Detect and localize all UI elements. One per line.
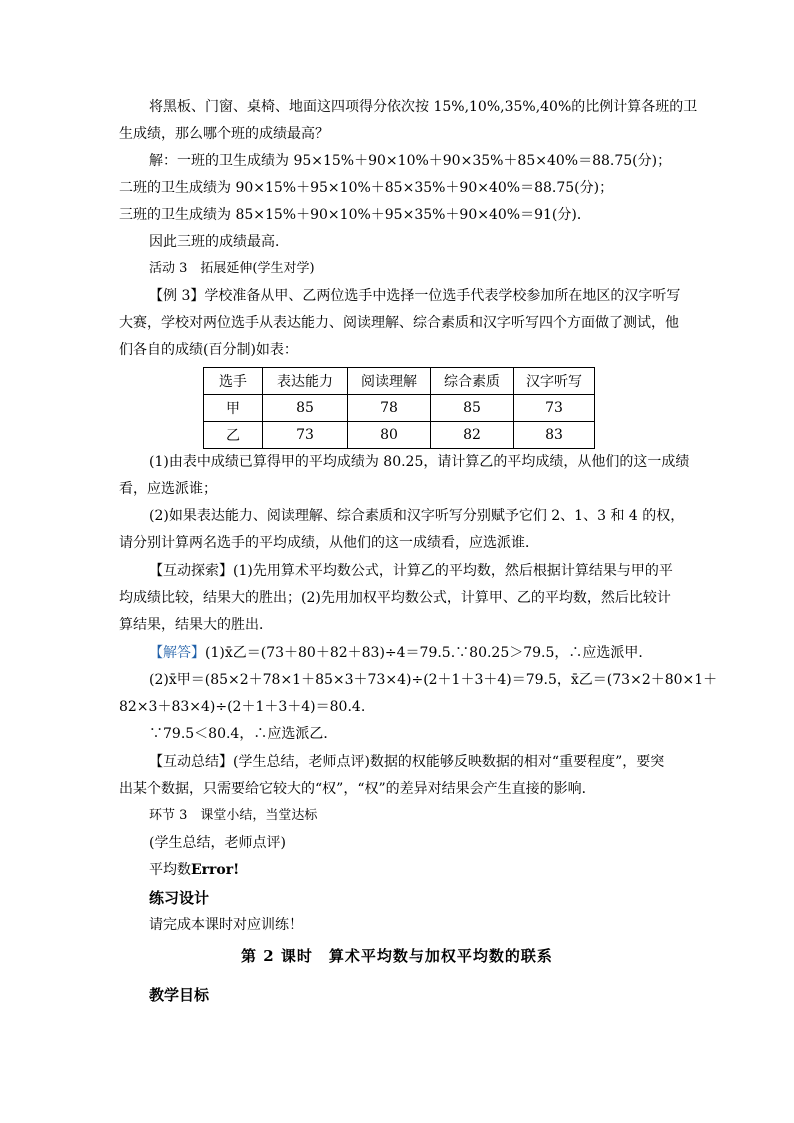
table-cell: 73 xyxy=(514,395,595,422)
table-cell: 82 xyxy=(431,422,514,449)
question-2-line: (2)如果表达能力、阅读理解、综合素质和汉字听写分别赋予它们 2、1、3 和 4 的权， xyxy=(149,508,685,524)
example-text: 学校准备从甲、乙两位选手中选择一位选手代表学校参加所在地区的汉字听写 xyxy=(204,288,681,304)
table-cell: 78 xyxy=(348,395,431,422)
table-header-cell: 综合素质 xyxy=(431,368,514,395)
table-cell: 73 xyxy=(263,422,348,449)
answer-tag: 【解答】 xyxy=(149,645,205,661)
lesson-title: 第 2 课时 算术平均数与加权平均数的联系 xyxy=(241,947,553,965)
activity-heading: 活动 3 拓展延伸(学生对学) xyxy=(149,261,315,276)
paragraph-line: 看，应选派谁； xyxy=(119,481,217,497)
error-text: Error! xyxy=(191,862,240,878)
solution-line-2: 二班的卫生成绩为 90×15%＋95×10%＋85×35%＋90×40%＝88.75(分)； xyxy=(119,180,614,196)
table-cell: 85 xyxy=(431,395,514,422)
table-cell: 80 xyxy=(348,422,431,449)
paragraph-line: 出某个数据，只需要给它较大的“权”，“权”的差异对结果会产生直接的影响． xyxy=(119,781,596,797)
paragraph-line: 将黑板、门窗、桌椅、地面这四项得分依次按 15%,10%,35%,40%的比例计算各班的卫 xyxy=(149,99,698,115)
answer-line-2: (2)x̄甲＝(85×2＋78×1＋85×3＋73×4)÷(2＋1＋3＋4)＝79.5，x̄乙＝(73×2＋80×1＋ xyxy=(149,672,718,688)
answer-text: (1)x̄乙＝(73＋80＋82＋83)÷4＝79.5.∵80.25＞79.5，∴应选派甲． xyxy=(205,645,653,661)
table-header-row xyxy=(204,368,595,395)
paragraph-line: 大赛，学校对两位选手从表达能力、阅读理解、综合素质和汉字听写四个方面做了测试，他 xyxy=(119,315,679,331)
example-tag: 【例 3】 xyxy=(149,288,205,304)
practice-text: 请完成本课时对应训练！ xyxy=(149,917,303,933)
summary-line xyxy=(149,752,664,772)
table-cell: 83 xyxy=(514,422,595,449)
average-prefix: 平均数 xyxy=(149,862,191,878)
explore-tag: 【互动探索】 xyxy=(149,563,233,579)
answer-conclusion: ∵79.5＜80.4，∴应选派乙． xyxy=(149,726,338,742)
solution-line-3: 三班的卫生成绩为 85×15%＋90×10%＋95×35%＋90×40%＝91(分)． xyxy=(119,207,591,223)
explore-text: (1)先用算术平均数公式，计算乙的平均数，然后根据计算结果与甲的平 xyxy=(233,563,673,579)
question-1-line: (1)由表中成绩已算得甲的平均成绩为 80.25，请计算乙的平均成绩，从他们的这一成绩 xyxy=(149,454,690,470)
table-header-cell: 选手 xyxy=(204,368,263,395)
explore-line xyxy=(149,561,673,581)
summary-tag: 【互动总结】 xyxy=(149,754,233,770)
summary-text: (学生总结，老师点评)数据的权能够反映数据的相对“重要程度”，要突 xyxy=(233,754,665,770)
average-line xyxy=(149,860,239,880)
table-cell: 85 xyxy=(263,395,348,422)
paragraph-line: 算结果，结果大的胜出． xyxy=(119,617,273,633)
section-heading: 环节 3 课堂小结，当堂达标 xyxy=(149,808,318,823)
paragraph-line: 请分别计算两名选手的平均成绩，从他们的这一成绩看，应选派谁． xyxy=(119,535,539,551)
paragraph-line: 均成绩比较，结果大的胜出；(2)先用加权平均数公式，计算甲、乙的平均数，然后比较计 xyxy=(119,590,671,606)
answer-line-1 xyxy=(149,643,652,663)
solution-line-1: 解：一班的卫生成绩为 95×15%＋90×10%＋90×35%＋85×40%＝88.75(分)； xyxy=(149,153,672,169)
practice-heading: 练习设计 xyxy=(149,889,210,907)
table-cell: 乙 xyxy=(204,422,263,449)
table-row xyxy=(204,422,595,449)
goals-heading: 教学目标 xyxy=(149,986,210,1004)
example-3-line xyxy=(149,286,680,306)
paragraph-line: (学生总结，老师点评) xyxy=(149,835,286,851)
paragraph-line: 82×3＋83×4)÷(2＋1＋3＋4)＝80.4. xyxy=(119,699,366,715)
table-header-cell: 表达能力 xyxy=(263,368,348,395)
paragraph-line: 们各自的成绩(百分制)如表： xyxy=(119,342,298,358)
table-header-cell: 阅读理解 xyxy=(348,368,431,395)
paragraph-line: 生成绩，那么哪个班的成绩最高？ xyxy=(119,126,329,142)
table-cell: 甲 xyxy=(204,395,263,422)
table-header-cell: 汉字听写 xyxy=(514,368,595,395)
table-row xyxy=(204,395,595,422)
scores-table xyxy=(203,367,595,449)
solution-conclusion: 因此三班的成绩最高． xyxy=(149,234,289,250)
